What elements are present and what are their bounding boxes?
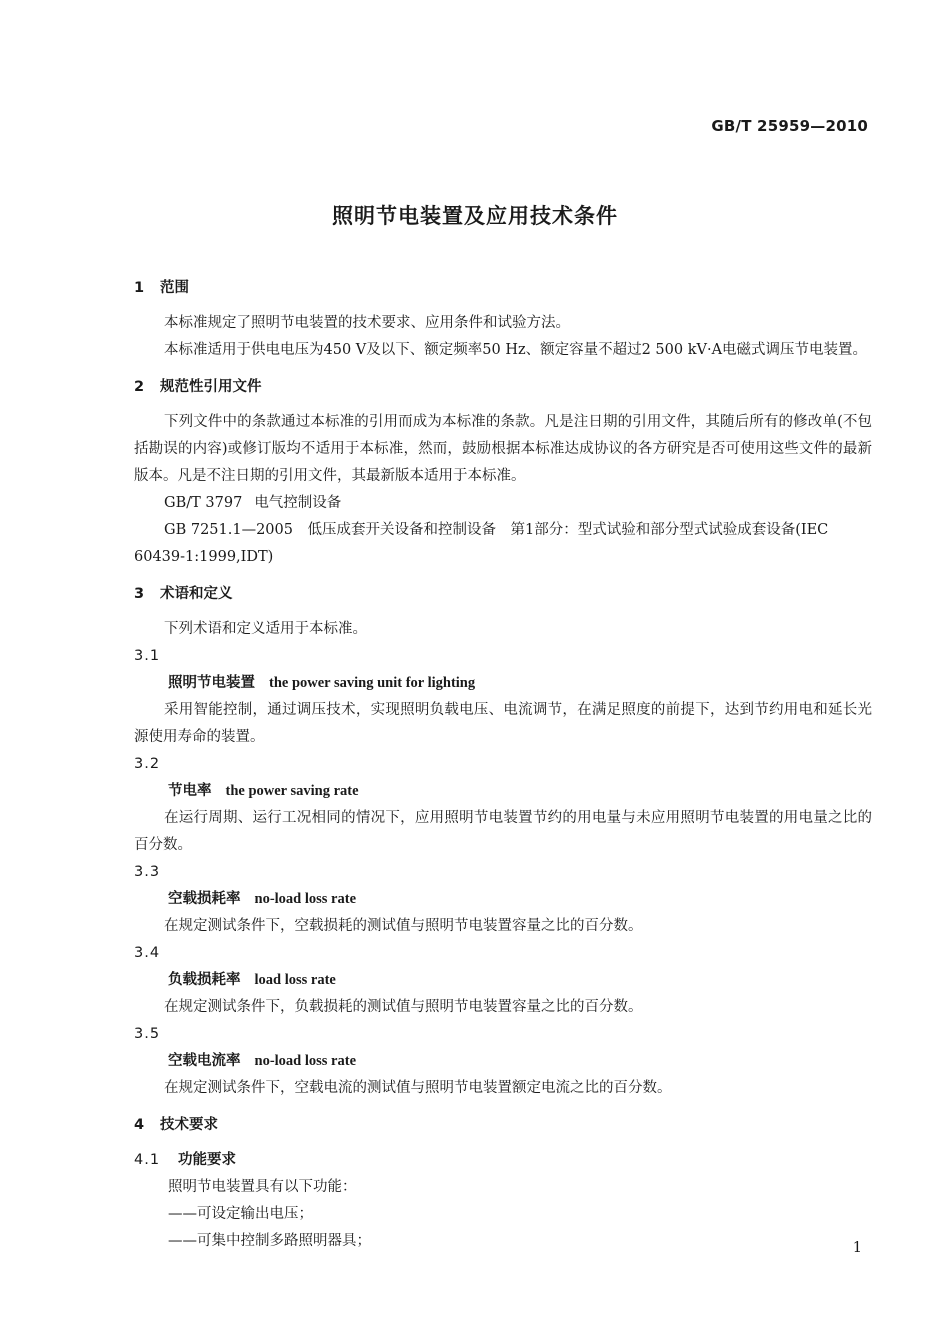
clause-number: 3.4: [134, 945, 161, 961]
term-zh: 空载损耗率: [168, 891, 241, 907]
page-number: 1: [852, 1240, 862, 1256]
section-heading-3: [134, 581, 872, 608]
section-heading-2: [134, 374, 872, 401]
section-title: 范围: [160, 280, 189, 296]
reference-item: GB 7251.1—2005 低压成套开关设备和控制设备 第1部分：型式试验和部分型式试验成套设备(IEC 60439-1:1999,IDT): [134, 522, 829, 565]
clause-number: 3.5: [134, 1026, 161, 1042]
term-entry: [134, 670, 872, 697]
reference-code: GB/T 3797: [164, 495, 243, 511]
term-en: the power saving rate: [225, 783, 359, 799]
term-zh: 空载电流率: [168, 1053, 241, 1069]
list-item: ——可集中控制多路照明器具；: [168, 1233, 371, 1249]
term-entry: [134, 967, 872, 994]
term-en: no-load loss rate: [254, 1053, 356, 1069]
term-entry: [134, 886, 872, 913]
term-definition: 在规定测试条件下，空载电流的测试值与照明节电装置额定电流之比的百分数。: [164, 1080, 672, 1096]
subsection-title: 功能要求: [178, 1152, 236, 1168]
term-en: no-load loss rate: [254, 891, 356, 907]
paragraph: 照明节电装置具有以下功能：: [168, 1179, 357, 1195]
clause-number: 3.2: [134, 756, 161, 772]
term-definition: 采用智能控制，通过调压技术，实现照明负载电压、电流调节，在满足照度的前提下，达到节约用电和延长光源使用寿命的装置。: [134, 702, 872, 745]
term-entry: [134, 778, 872, 805]
term-en: the power saving unit for lighting: [269, 675, 476, 691]
reference-title: 电气控制设备: [254, 495, 342, 511]
term-definition: 在规定测试条件下，负载损耗的测试值与照明节电装置容量之比的百分数。: [164, 999, 643, 1015]
section-heading-4: [134, 1112, 872, 1139]
term-definition: 在运行周期、运行工况相同的情况下，应用照明节电装置节约的用电量与未应用照明节电装置的用电量之比的百分数。: [134, 810, 872, 853]
subsection-number: 4.1: [134, 1152, 161, 1168]
term-zh: 节电率: [168, 783, 212, 799]
subsection-heading: [134, 1147, 872, 1174]
term-entry: [134, 1048, 872, 1075]
section-number: 3: [134, 586, 145, 602]
section-number: 4: [134, 1117, 145, 1133]
document-title: 照明节电装置及应用技术条件: [332, 204, 618, 228]
paragraph: 本标准适用于供电电压为450 V及以下、额定频率50 Hz、额定容量不超过2 500 kV·A电磁式调压节电装置。: [164, 342, 868, 358]
section-number: 1: [134, 280, 145, 296]
paragraph: 本标准规定了照明节电装置的技术要求、应用条件和试验方法。: [164, 315, 570, 331]
paragraph: 下列术语和定义适用于本标准。: [164, 621, 367, 637]
clause-number: 3.1: [134, 648, 161, 664]
term-en: load loss rate: [254, 972, 336, 988]
term-zh: 照明节电装置: [168, 675, 255, 691]
section-title: 规范性引用文件: [160, 379, 262, 395]
clause-number: 3.3: [134, 864, 161, 880]
paragraph: 下列文件中的条款通过本标准的引用而成为本标准的条款。凡是注日期的引用文件，其随后所有的修改单(不包括勘误的内容)或修订版均不适用于本标准，然而，鼓励根据本标准达成协议的各方研究是否可使用这些文件的最新版本。凡是不注日期的引用文件，其最新版本适用于本标准。: [134, 414, 872, 484]
term-definition: 在规定测试条件下，空载损耗的测试值与照明节电装置容量之比的百分数。: [164, 918, 643, 934]
section-title: 技术要求: [160, 1117, 218, 1133]
section-heading-1: [134, 275, 872, 302]
list-item: ——可设定输出电压；: [168, 1206, 313, 1222]
reference-item: [134, 490, 872, 517]
term-zh: 负载损耗率: [168, 972, 241, 988]
section-number: 2: [134, 379, 145, 395]
standard-number: GB/T 25959—2010: [711, 117, 868, 135]
section-title: 术语和定义: [160, 586, 233, 602]
document-body: [134, 275, 872, 1255]
